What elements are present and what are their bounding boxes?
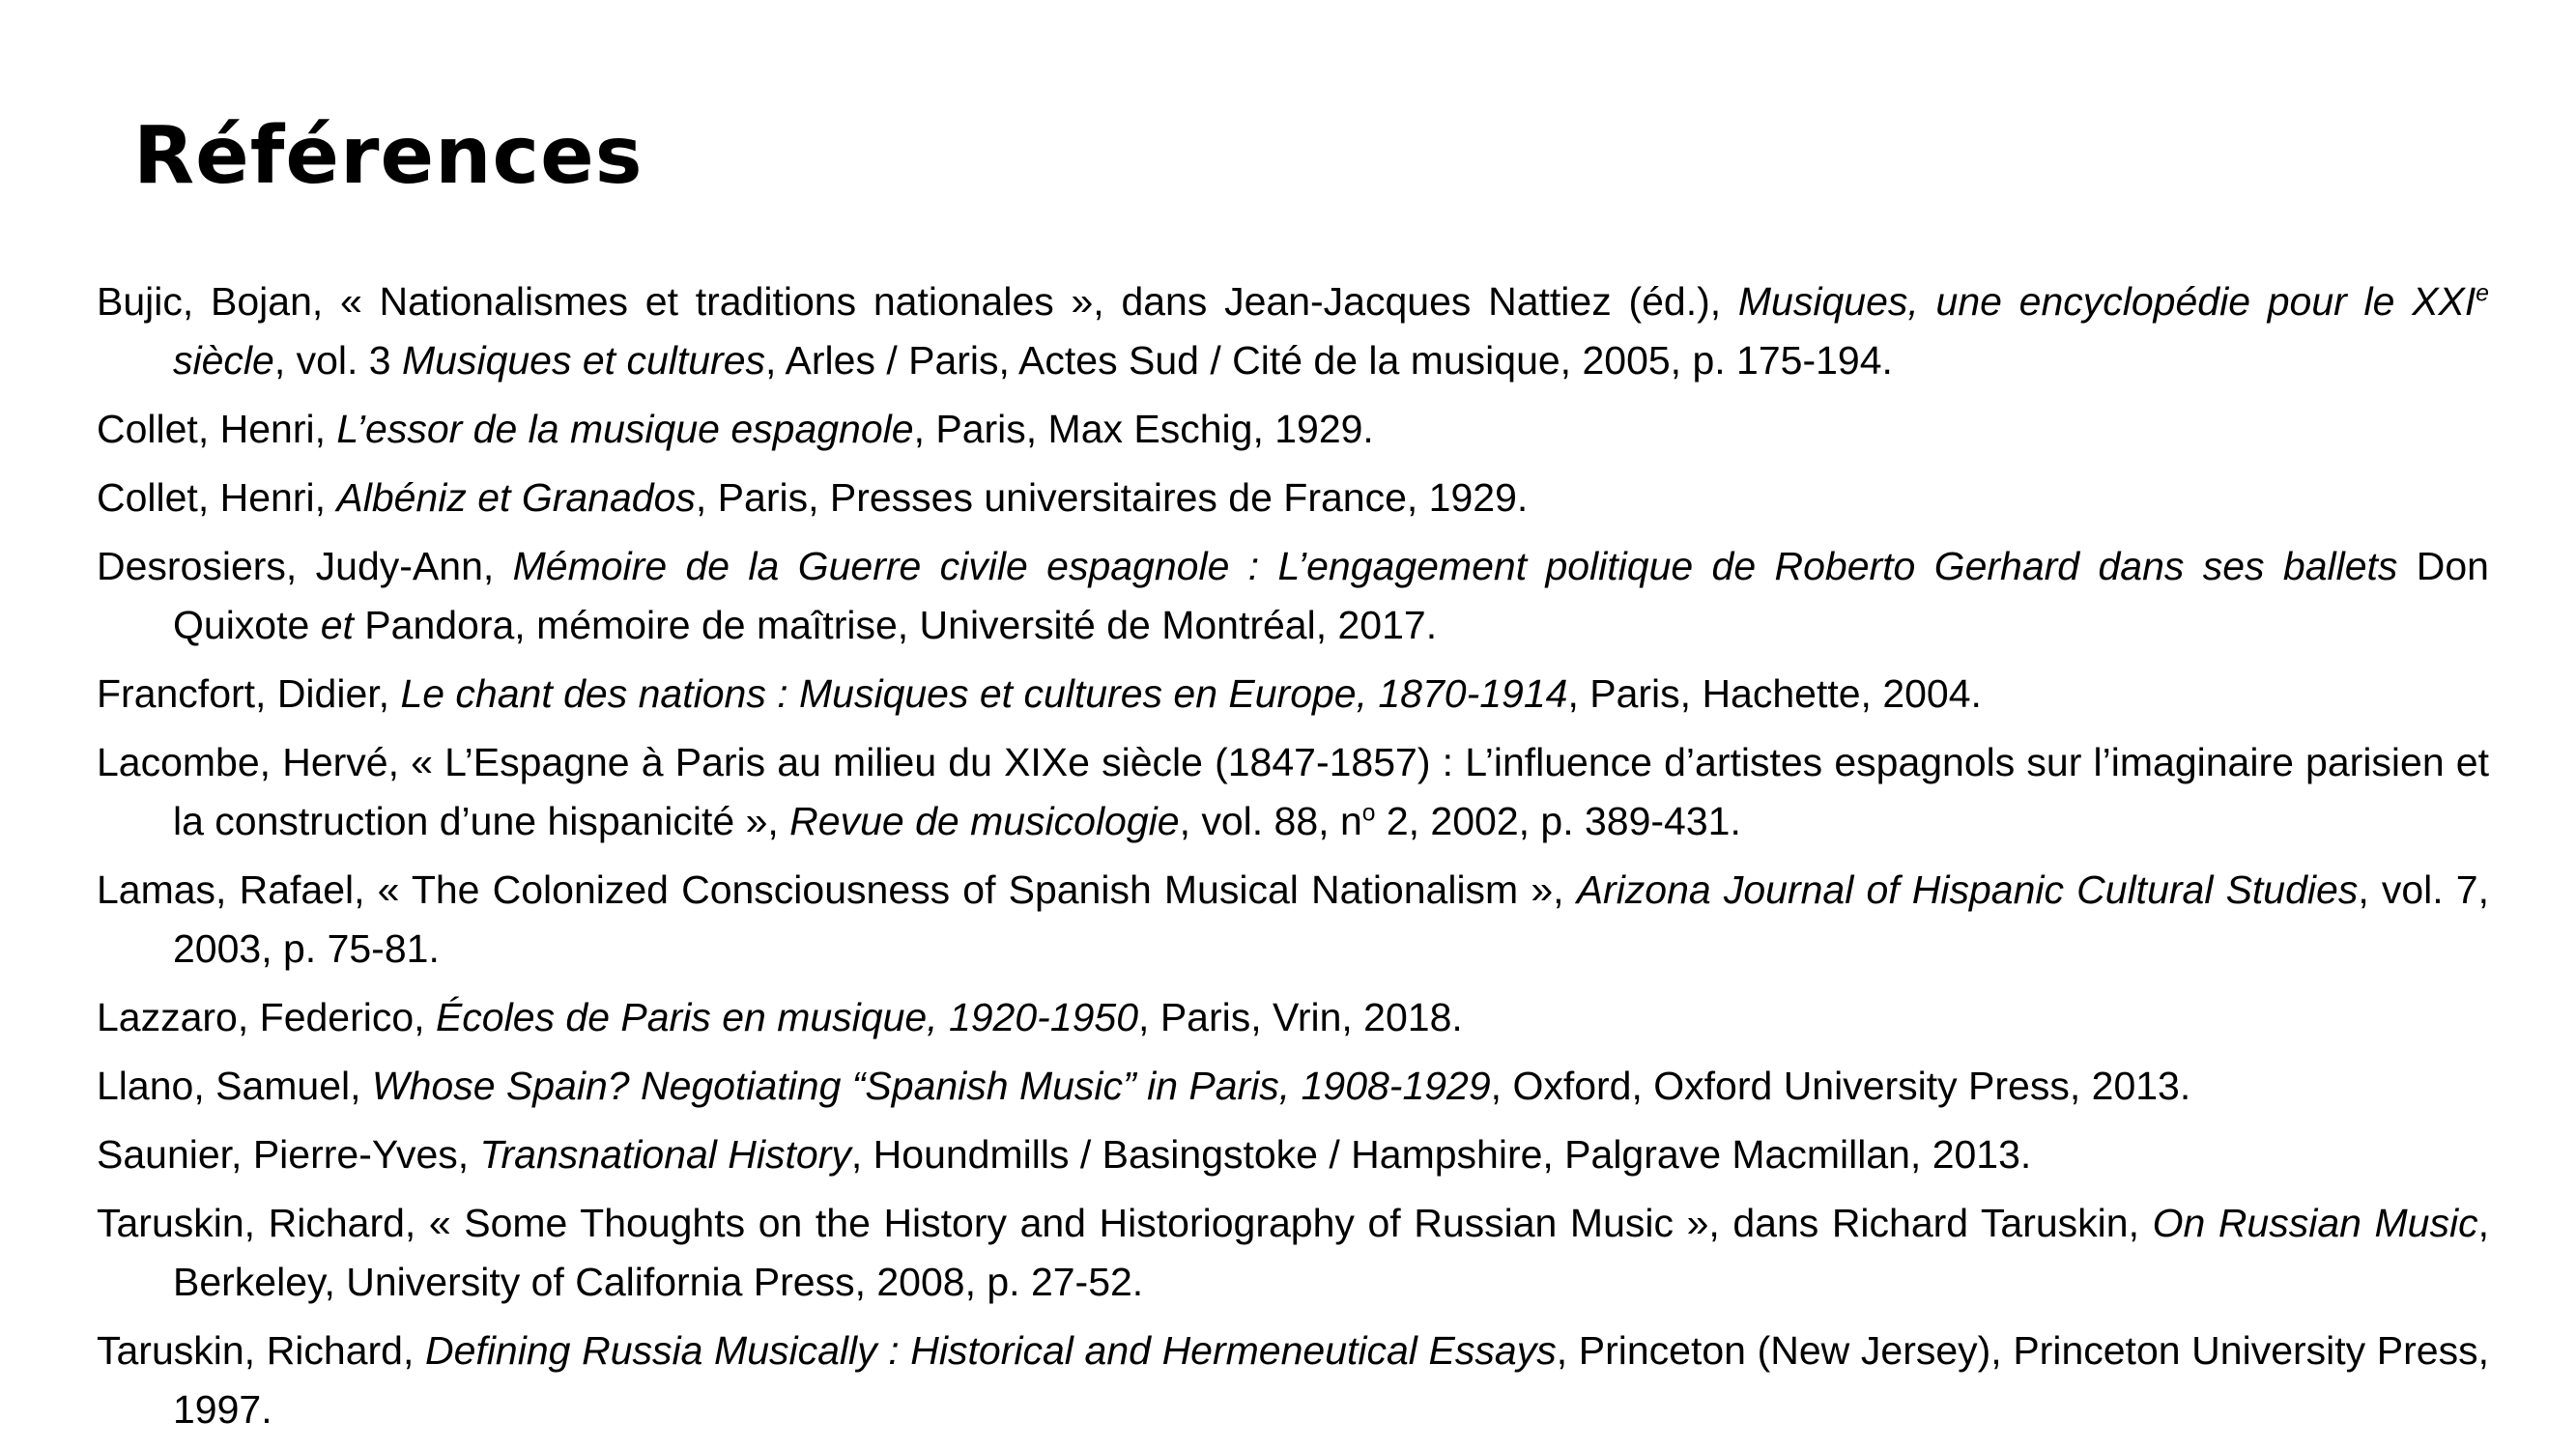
reference-text: , vol. 3 bbox=[273, 338, 402, 383]
reference-entry bbox=[97, 469, 2489, 527]
reference-title-italic: siècle bbox=[173, 338, 274, 383]
superscript: e bbox=[2476, 280, 2489, 307]
reference-text: Taruskin, Richard, bbox=[97, 1328, 426, 1373]
reference-text: , Berkeley, University of California Press, 2008, p. 27-52. bbox=[173, 1201, 2489, 1304]
reference-title-italic: Whose Spain? Negotiating “Spanish Music” in Paris, 1908-1929 bbox=[371, 1064, 1491, 1108]
reference-text: , Paris, Max Eschig, 1929. bbox=[913, 407, 1374, 451]
reference-title-italic: Musiques et cultures bbox=[402, 338, 766, 383]
reference-entry bbox=[97, 665, 2489, 724]
reference-text: Lazzaro, Federico, bbox=[97, 995, 436, 1039]
reference-text: Francfort, Didier, bbox=[97, 671, 401, 716]
reference-text: , Paris, Presses universitaires de France, 1929. bbox=[695, 475, 1529, 520]
reference-text: , Paris, Hachette, 2004. bbox=[1567, 671, 1982, 716]
reference-entry bbox=[97, 537, 2489, 655]
reference-text: , Houndmills / Basingstoke / Hampshire, Palgrave Macmillan, 2013. bbox=[850, 1132, 2032, 1177]
reference-entry bbox=[97, 1057, 2489, 1116]
reference-entry bbox=[97, 988, 2489, 1047]
reference-entry bbox=[97, 400, 2489, 459]
reference-text: , vol. 7, 2003, p. 75-81. bbox=[173, 867, 2489, 971]
reference-text: Lacombe, Hervé, « L’Espagne à Paris au milieu du XIXe siècle (1847-1857) : L’influence d’artistes espagnols sur l’imaginaire parisien et la construction d’une hispanicité », bbox=[97, 740, 2489, 843]
page-title: Références bbox=[133, 110, 644, 202]
reference-title-italic: L’essor de la musique espagnole bbox=[336, 407, 914, 451]
reference-title-italic: Arizona Journal of Hispanic Cultural Studies bbox=[1576, 867, 2359, 912]
reference-text: , vol. 88, n bbox=[1179, 799, 1362, 843]
reference-text: Don Quixote bbox=[173, 544, 2489, 647]
reference-entry bbox=[97, 861, 2489, 979]
reference-text: Bujic, Bojan, « Nationalismes et traditions nationales », dans Jean-Jacques Nattiez (éd.), bbox=[97, 279, 1738, 324]
reference-entry bbox=[97, 1194, 2489, 1312]
reference-title-italic: Musiques, une encyclopédie pour le XXI bbox=[1737, 279, 2476, 324]
reference-text: Lamas, Rafael, « The Colonized Consciousness of Spanish Musical Nationalism », bbox=[97, 867, 1577, 912]
reference-entry bbox=[97, 272, 2489, 390]
reference-text: Desrosiers, Judy-Ann, bbox=[97, 544, 513, 588]
reference-text: Saunier, Pierre-Yves, bbox=[97, 1132, 480, 1177]
reference-list bbox=[97, 272, 2489, 1449]
reference-title-italic: Mémoire de la Guerre civile espagnole : L’engagement politique de Roberto Gerhard dans ses ballets bbox=[512, 544, 2398, 588]
reference-entry bbox=[97, 733, 2489, 851]
reference-title-italic: et bbox=[320, 603, 354, 647]
reference-title-italic: Revue de musicologie bbox=[789, 799, 1180, 843]
reference-title-italic: Écoles de Paris en musique, 1920-1950 bbox=[435, 995, 1139, 1039]
reference-title-italic: Defining Russia Musically : Historical and Hermeneutical Essays bbox=[425, 1328, 1557, 1373]
reference-title-italic: Le chant des nations : Musiques et cultures en Europe, 1870-1914 bbox=[400, 671, 1568, 716]
reference-text: Taruskin, Richard, « Some Thoughts on the History and Historiography of Russian Music », dans Richard Taruskin, bbox=[97, 1201, 2153, 1245]
reference-text: , Arles / Paris, Actes Sud / Cité de la musique, 2005, p. 175-194. bbox=[765, 338, 1893, 383]
superscript: o bbox=[1361, 800, 1376, 827]
reference-text: Pandora, mémoire de maîtrise, Université de Montréal, 2017. bbox=[353, 603, 1438, 647]
reference-text: Llano, Samuel, bbox=[97, 1064, 372, 1108]
reference-text: Collet, Henri, bbox=[97, 407, 337, 451]
reference-entry bbox=[97, 1321, 2489, 1439]
reference-title-italic: On Russian Music bbox=[2152, 1201, 2478, 1245]
reference-text: , Oxford, Oxford University Press, 2013. bbox=[1490, 1064, 2191, 1108]
reference-text: Collet, Henri, bbox=[97, 475, 337, 520]
reference-title-italic: Albéniz et Granados bbox=[336, 475, 696, 520]
reference-text: , Paris, Vrin, 2018. bbox=[1138, 995, 1463, 1039]
reference-entry bbox=[97, 1125, 2489, 1184]
reference-text: 2, 2002, p. 389-431. bbox=[1375, 799, 1741, 843]
reference-title-italic: Transnational History bbox=[479, 1132, 851, 1177]
reference-text: , Princeton (New Jersey), Princeton University Press, 1997. bbox=[173, 1328, 2489, 1432]
